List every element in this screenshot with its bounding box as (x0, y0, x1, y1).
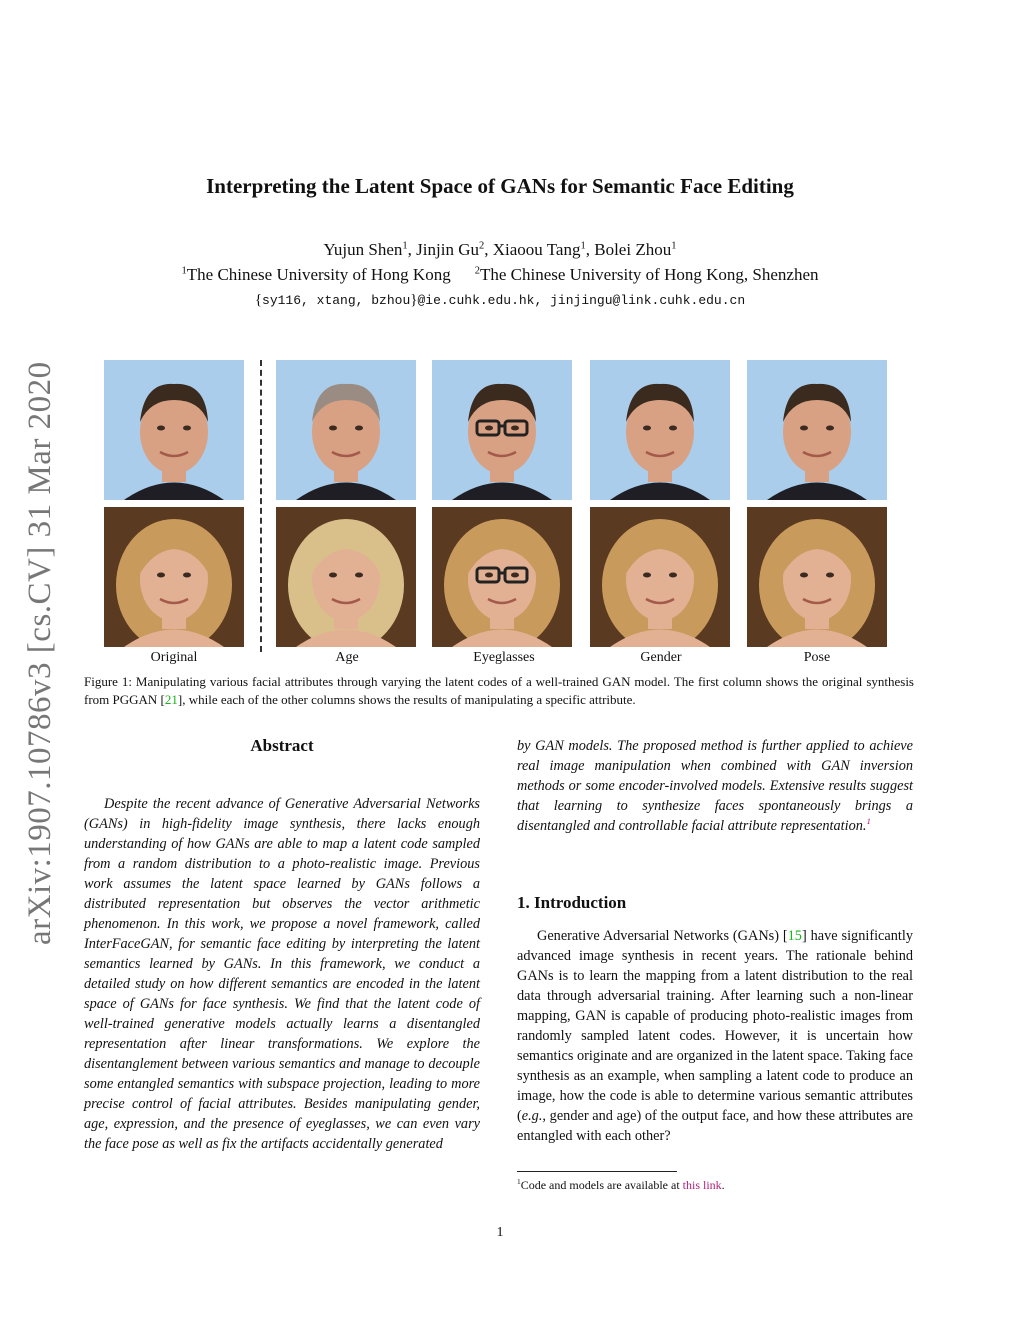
figure-column-label: Eyeglasses (473, 650, 535, 665)
face-image-gender-male (590, 360, 730, 500)
author-emails: {sy116, xtang, bzhou}@ie.cuhk.edu.hk, jinjingu@link.cuhk.edu.cn (254, 292, 746, 308)
paper-title: Interpreting the Latent Space of GANs for Semantic Face Editing (206, 174, 794, 198)
face-image-gender-female (590, 507, 730, 647)
abstract-continued: by GAN models. The proposed method is further applied to achieve real image manipulation when combined with GAN inversion methods or some encoder-involved models. Extensive results suggest that learning to synthesize faces spontaneously brings a disentangled and controllable facial attribute representation.$^1$ (517, 738, 913, 834)
author-affiliation-mark: 1 (402, 240, 408, 252)
author-affiliation-mark: 1 (671, 240, 677, 252)
abstract-text: Despite the recent advance of Generative Adversarial Networks (GANs) in high-fidelity image synthesis, there lacks enough understanding of how GANs are able to map a latent code sampled from a random distribution to a photo-realistic image. Previous work assumes the latent space learned by GANs follows a distributed representation but observes the vector arithmetic phenomenon. In this work, we propose a novel framework, called InterFaceGAN, for semantic face editing by interpreting the latent semantics learned by GANs. In this framework, we conduct a detailed study on how different semantics are encoded in the latent space of GANs for face synthesis. We find that the latent code of well-trained generative models actually learns a disentangled representation after linear transformations. We explore the disentanglement between various semantics and manage to decouple some entangled semantics with subspace projection, leading to more precise control of facial attributes. Besides manipulating gender, age, expression, and the presence of eyeglasses, we can even vary the face pose as well as fix the artifacts accidentally generated (84, 796, 480, 1152)
page-number: 1 (496, 1225, 504, 1240)
figure-column-label: Original (150, 650, 198, 665)
arxiv-stamp: arXiv:1907.10786v3 [cs.CV] 31 Mar 2020 (22, 361, 58, 945)
figure-column-label: Age (335, 650, 359, 665)
face-image-eyeglasses-male (432, 360, 572, 500)
author-name: Bolei Zhou (594, 240, 672, 259)
footnote: $^1$Code and models are available at this link. (517, 1177, 725, 1192)
face-image-original-male (104, 360, 244, 500)
footnote-ref[interactable]: 1 (866, 816, 871, 827)
figure-caption: Figure 1: Manipulating various facial attributes through varying the latent codes of a well-trained GAN model. The first column shows the original synthesis from PGGAN [21], while each of the other columns shows the results of manipulating a specific attribute. (84, 674, 914, 707)
footnote-rule (517, 1171, 677, 1172)
citation-link[interactable]: 15 (787, 928, 802, 944)
author-name: Yujun Shen (323, 240, 403, 259)
face-image-pose-male (747, 360, 887, 500)
author-list: Yujun Shen$^1$, Jinjin Gu$^2$, Xiaoou Tang$^1$, Bolei Zhou$^1$ (323, 240, 677, 259)
author-name: Xiaoou Tang (492, 240, 581, 259)
affiliation-name: The Chinese University of Hong Kong, Shenzhen (479, 265, 819, 284)
face-image-pose-female (747, 507, 887, 647)
introduction-text: Generative Adversarial Networks (GANs) [15] have significantly advanced image synthesis in recent years. The rationale behind GANs is to learn the mapping from a latent distribution to the real data through adversarial training. After learning such a non-linear mapping, GAN is capable of producing photo-realistic images from randomly sampled latent codes. However, it is uncertain how semantics originate and are organized in the latent space. Taking face synthesis as an example, when sampling a latent code to produce an image, how the code is able to determine various semantic attributes (e.g., gender and age) of the output face, and how these attributes are entangled with each other? (517, 928, 913, 1144)
email-domain: @ie.cuhk.edu.hk, (417, 293, 543, 308)
face-image-original-female (104, 507, 244, 647)
figure-divider (260, 360, 262, 652)
affiliations (0, 265, 1000, 285)
affiliation-name: The Chinese University of Hong Kong (186, 265, 451, 284)
author-name: Jinjin Gu (416, 240, 479, 259)
face-image-eyeglasses-female (432, 507, 572, 647)
code-link[interactable]: this link (682, 1178, 722, 1192)
figure-column-label: Gender (640, 650, 682, 665)
author-affiliation-mark: 1 (580, 240, 586, 252)
abstract-heading: Abstract (250, 736, 314, 755)
section-heading-introduction: 1. Introduction (517, 893, 627, 912)
email-other: jinjingu@link.cuhk.edu.cn (550, 293, 746, 308)
face-image-age-male (276, 360, 416, 500)
email-group: sy116, xtang, bzhou (262, 293, 411, 308)
author-affiliation-mark: 2 (478, 240, 485, 252)
figure-column-label: Pose (803, 650, 831, 665)
affiliation-number: 1 (181, 265, 187, 277)
citation-link[interactable]: 21 (164, 692, 178, 707)
affiliation-number: 2 (474, 265, 480, 277)
face-image-age-female (276, 507, 416, 647)
